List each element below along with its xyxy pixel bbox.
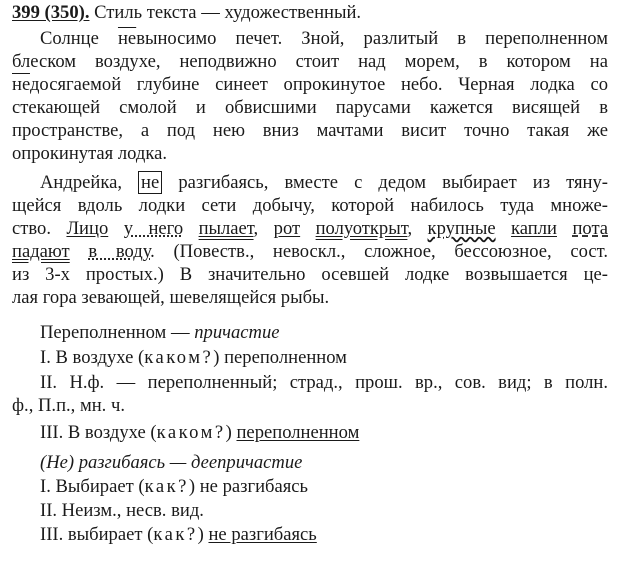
analysis-1-point-1: I. В воздухе (каком?) переполненном bbox=[40, 347, 347, 368]
question-word: как? bbox=[144, 476, 189, 497]
text-line-11: из 3-х простых.) В значительно осевшей лодке возвышается це- bbox=[12, 264, 608, 285]
adverbial-phrase: в воду bbox=[88, 241, 151, 262]
predicate-word: полуоткрыт bbox=[315, 218, 408, 239]
ne-marked: не bbox=[117, 28, 137, 49]
text-line-2: блеском воздухе, неподвижно стоит над морем, в котором на bbox=[12, 51, 608, 72]
predicate-word: падают bbox=[12, 241, 70, 262]
text-line-5: пространстве, а под нею вниз мачтами висит точно такая же bbox=[12, 120, 608, 141]
text-line-3: недосягаемой глубине синеет опрокинутое небо. Черная лодка со bbox=[12, 74, 608, 95]
text-line-10: падают в воду. (Повеств., невоскл., сложное, бессоюзное, сост. bbox=[12, 241, 608, 262]
exercise-title: Стиль текста — художественный. bbox=[89, 2, 362, 23]
question-word: как? bbox=[153, 524, 198, 545]
underlined-word: не разгибаясь bbox=[208, 524, 317, 545]
text-line-9: ство. Лицо у него пылает, рот полуоткрыт, крупные капли пота bbox=[12, 218, 609, 239]
subject-word: рот bbox=[273, 218, 301, 239]
subject-word: капли bbox=[511, 218, 557, 239]
text-line-7: Андрейка, не разгибаясь, вместе с дедом выбирает из тяну- bbox=[40, 172, 608, 193]
adverbial-phrase: у него bbox=[123, 218, 184, 239]
object-word: пота bbox=[572, 218, 609, 239]
ne-marked: не bbox=[12, 74, 30, 95]
subject-word: Лицо bbox=[66, 218, 109, 239]
attribute-word: крупные bbox=[427, 218, 496, 239]
question-word: каком? bbox=[156, 422, 226, 443]
analysis-1-point-2-cont: ф., П.п., мн. ч. bbox=[12, 395, 125, 416]
underlined-word: переполненном bbox=[236, 422, 360, 443]
analysis-2-heading: (Не) разгибаясь — деепричастие bbox=[40, 452, 303, 473]
ne-boxed: не bbox=[138, 171, 162, 194]
text-line-12: лая гора зевающей, шевелящейся рыбы. bbox=[12, 287, 330, 308]
text-line-4: стекающей смолой и обвисшими парусами кажется висящей в bbox=[12, 97, 608, 118]
analysis-2-point-3: III. выбирает (как?) не разгибаясь bbox=[40, 524, 317, 545]
predicate-word: пылает bbox=[198, 218, 254, 239]
text-line-8: щейся вдоль лодки сети добычу, которой набилось туда множе- bbox=[12, 195, 608, 216]
exercise-heading bbox=[12, 2, 608, 24]
question-word: каком? bbox=[144, 347, 214, 368]
text-line-1: Солнце невыносимо печет. Зной, разлитый в переполненном bbox=[40, 28, 608, 49]
analysis-2-point-2: II. Неизм., несв. вид. bbox=[40, 500, 204, 521]
analysis-1-point-2: II. Н.ф. — переполненный; страд., прош. вр., сов. вид; в полн. bbox=[40, 372, 608, 393]
exercise-number: 399 (350). bbox=[12, 2, 90, 23]
analysis-1-point-3: III. В воздухе (каком?) переполненном bbox=[40, 422, 360, 443]
analysis-2-point-1: I. Выбирает (как?) не разгибаясь bbox=[40, 476, 309, 497]
analysis-1-heading: Переполненном — причастие bbox=[40, 322, 280, 343]
text-line-6: опрокинутая лодка. bbox=[12, 143, 168, 164]
